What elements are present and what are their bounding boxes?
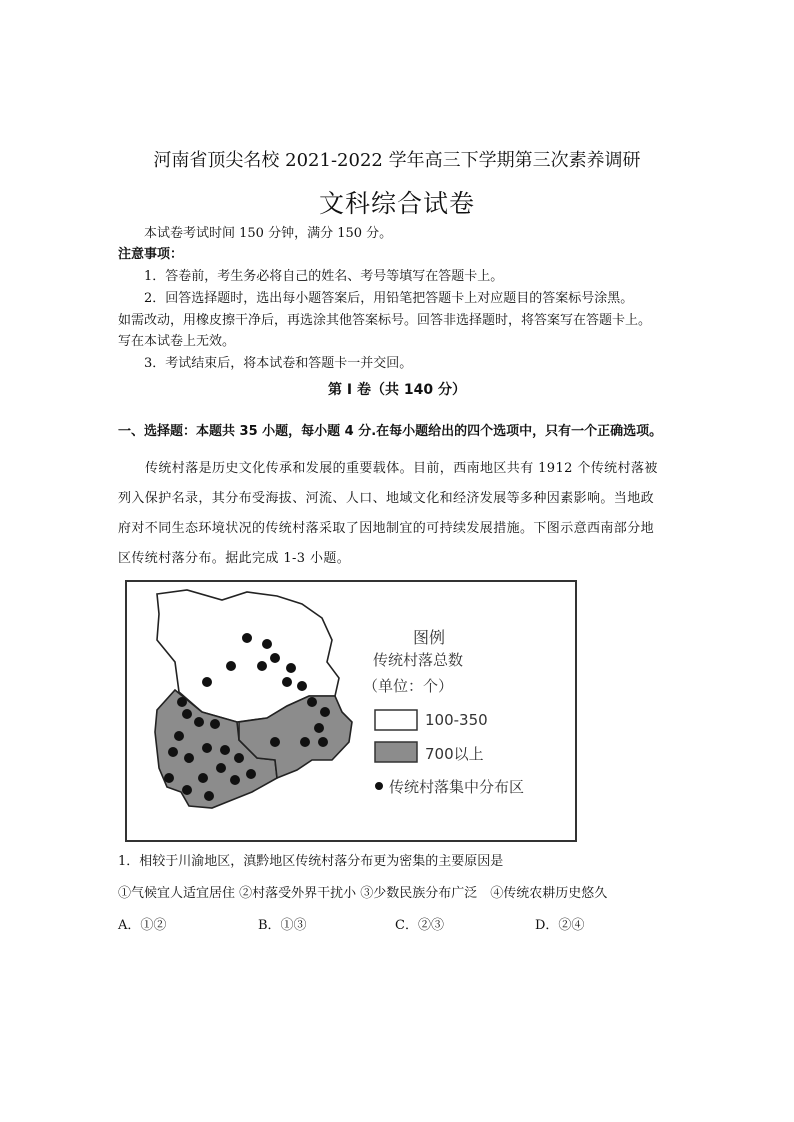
village-dot — [174, 731, 184, 741]
village-dot — [182, 709, 192, 719]
village-dot — [297, 681, 307, 691]
village-dot — [286, 663, 296, 673]
passage-line-3: 府对不同生态环境状况的传统村落采取了因地制宜的可持续发展措施。下图示意西南部分地 — [118, 521, 655, 536]
question-1-stem: 1．相较于川渝地区，滇黔地区传统村落分布更为密集的主要原因是 — [118, 854, 504, 869]
village-dot — [257, 661, 267, 671]
village-dot — [226, 661, 236, 671]
village-distribution-map — [125, 580, 577, 842]
village-dot — [202, 677, 212, 687]
village-dot — [318, 737, 328, 747]
note-item-2-cont: 如需改动，用橡皮擦干净后，再选涂其他答案标号。回答非选择题时，将答案写在答题卡上。 — [118, 313, 652, 328]
legend-dot-label: 传统村落集中分布区 — [389, 778, 525, 796]
village-dot — [204, 791, 214, 801]
note-item-2: 2．回答选择题时，选出每小题答案后，用铅笔把答题卡上对应题目的答案标号涂黑。 — [144, 291, 634, 306]
village-dot — [164, 773, 174, 783]
village-dot — [184, 753, 194, 763]
village-dot — [220, 745, 230, 755]
legend-dark-swatch — [375, 742, 417, 762]
question-1-option-b[interactable]: B．①③ — [258, 918, 307, 933]
village-dot — [202, 743, 212, 753]
village-dot — [182, 785, 192, 795]
village-dot — [194, 717, 204, 727]
section-heading: 一、选择题：本题共 35 小题，每小题 4 分.在每小题给出的四个选项中，只有一个正确选项。 — [118, 424, 663, 439]
note-item-2-cont2: 写在本试卷上无效。 — [118, 334, 236, 349]
village-dot — [300, 737, 310, 747]
legend-light-label: 100-350 — [425, 711, 488, 729]
village-dot — [270, 653, 280, 663]
passage-line-1: 传统村落是历史文化传承和发展的重要载体。目前，西南地区共有 1912 个传统村落被 — [145, 461, 658, 476]
village-dot — [198, 773, 208, 783]
note-item-3: 3．考试结束后，将本试卷和答题卡一并交回。 — [144, 356, 413, 371]
village-dot — [168, 747, 178, 757]
village-dot — [216, 763, 226, 773]
village-dot — [262, 639, 272, 649]
question-1-option-c[interactable]: C．②③ — [395, 918, 444, 933]
legend-subtitle: 传统村落总数 — [373, 651, 464, 669]
village-dot — [210, 719, 220, 729]
village-dot — [282, 677, 292, 687]
passage-line-2: 列入保护名录，其分布受海拔、河流、人口、地域文化和经济发展等多种因素影响。当地政 — [118, 491, 655, 506]
village-dot — [314, 723, 324, 733]
village-dot — [230, 775, 240, 785]
village-dot — [320, 707, 330, 717]
exam-subtitle: 文科综合试卷 — [318, 189, 475, 218]
village-dot — [234, 753, 244, 763]
part-title: 第 Ⅰ 卷（共 140 分） — [328, 382, 466, 398]
village-dot — [177, 697, 187, 707]
passage-line-4: 区传统村落分布。据此完成 1-3 小题。 — [118, 551, 351, 566]
legend-title: 图例 — [413, 628, 446, 647]
notes-heading: 注意事项： — [118, 247, 184, 262]
exam-info: 本试卷考试时间 150 分钟，满分 150 分。 — [144, 226, 393, 241]
question-1-statements: ①气候宜人适宜居住 ②村落受外界干扰小 ③少数民族分布广泛 ④传统农耕历史悠久 — [118, 886, 608, 901]
legend-light-swatch — [375, 710, 417, 730]
village-dot — [242, 633, 252, 643]
map-graphic — [127, 582, 575, 840]
legend-dark-label: 700以上 — [425, 745, 484, 763]
note-item-1: 1．答卷前，考生务必将自己的姓名、考号等填写在答题卡上。 — [144, 269, 504, 284]
legend-unit: （单位：个） — [363, 677, 454, 695]
question-1-option-d[interactable]: D．②④ — [535, 918, 585, 933]
village-dot — [246, 769, 256, 779]
question-1-option-a[interactable]: A．①② — [118, 918, 167, 933]
legend-dot-symbol — [375, 782, 383, 790]
village-dot — [270, 737, 280, 747]
village-dot — [307, 697, 317, 707]
exam-title: 河南省顶尖名校 2021-2022 学年高三下学期第三次素养调研 — [153, 150, 641, 171]
